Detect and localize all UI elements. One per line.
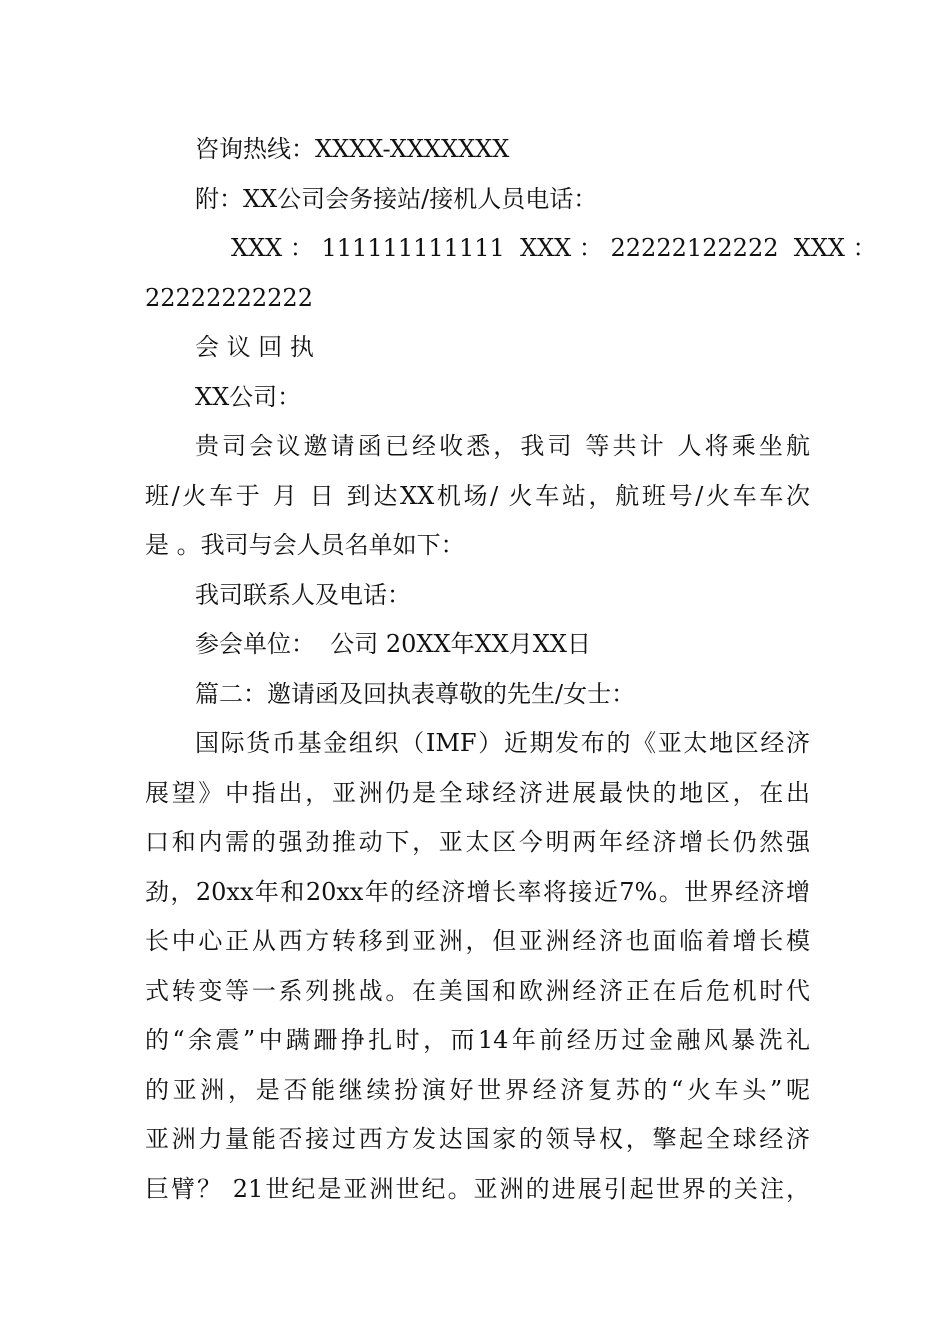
hotline-line: 咨询热线：XXXX-XXXXXXX <box>195 135 510 163</box>
paragraph-line: 班/火车于 月 日 到达XX机场/ 火车站，航班号/火车车次 <box>145 481 810 510</box>
paragraph-line: 式转变等一系列挑战。在美国和欧洲经济正在后危机时代 <box>145 976 810 1005</box>
paragraph-line: 劲，20xx年和20xx年的经济增长率将接近7%。世界经济增 <box>145 877 810 906</box>
paragraph-line: 是 。我司与会人员名单如下： <box>145 531 465 559</box>
paragraph-line: 国际货币基金组织（IMF）近期发布的《亚太地区经济 <box>195 729 810 757</box>
document-body <box>145 125 877 1214</box>
attachment-line: 附：XX公司会务接站/接机人员电话： <box>195 184 598 213</box>
paragraph-line: 贵司会议邀请函已经收悉，我司 等共计 人将乘坐航 <box>195 432 810 460</box>
section-title-line: 篇二：邀请函及回执表尊敬的先生/女士： <box>195 679 636 708</box>
paragraph-line: 的“余震”中蹒跚挣扎时，而14年前经历过金融风暴洗礼 <box>145 1026 810 1054</box>
paragraph-line: 口和内需的强劲推动下，亚太区今明两年经济增长仍然强 <box>145 828 810 856</box>
paragraph-line: 展望》中指出，亚洲仍是全球经济进展最快的地区，在出 <box>145 778 810 807</box>
paragraph-line: 巨臂？ 21世纪是亚洲世纪。亚洲的进展引起世界的关注， <box>145 1174 810 1203</box>
phone-list-line: XXX ： 111111111111 XXX ： 22222122222 XXX ： <box>231 234 877 262</box>
contact-line: 我司联系人及电话： <box>195 580 411 609</box>
paragraph-line: 长中心正从西方转移到亚洲，但亚洲经济也面临着增长模 <box>145 927 810 955</box>
unit-date-line: 参会单位： 公司 20XX年XX月XX日 <box>195 630 591 658</box>
phone-list-continuation: 22222222222 <box>145 283 313 312</box>
paragraph-line: 的亚洲，是否能继续扮演好世界经济复苏的“火车头”呢 <box>145 1075 810 1104</box>
addressee-line: XX公司： <box>195 382 302 411</box>
receipt-heading: 会 议 回 执 <box>195 333 314 361</box>
paragraph-line: 亚洲力量能否接过西方发达国家的领导权，擎起全球经济 <box>145 1125 810 1153</box>
